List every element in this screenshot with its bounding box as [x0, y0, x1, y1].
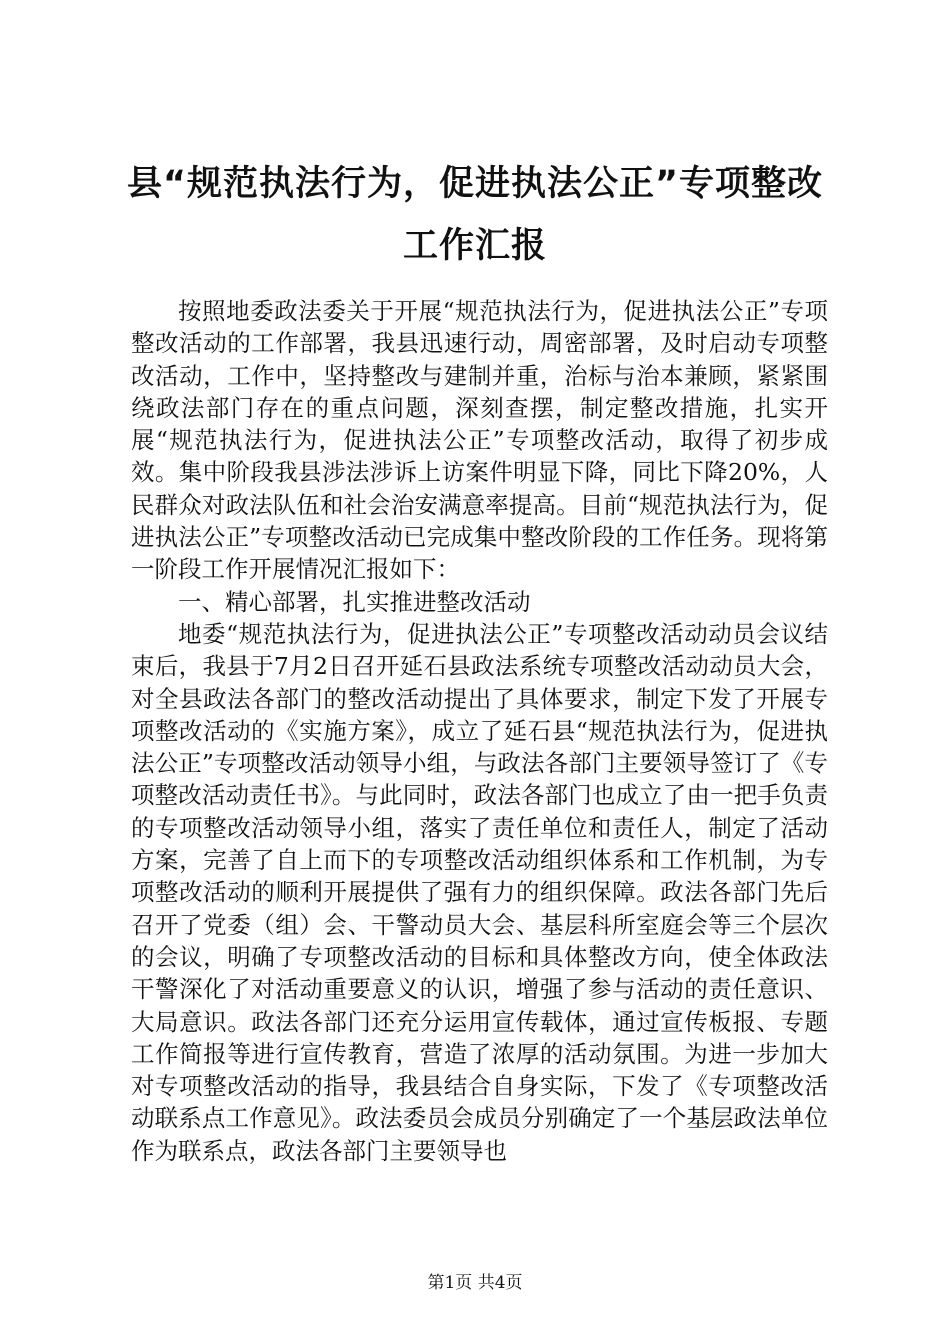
document-title-line-1: 县“规范执法行为，促进执法公正”专项整改 — [126, 164, 823, 204]
intro-paragraph: 按照地委政法委关于开展“规范执法行为，促进执法公正”专项整改活动的工作部署，我县迅速行动，周密部署，及时启动专项整改活动，工作中，坚持整改与建制并重，治标与治本兼顾，紧紧围绕政法部门存在的重点问题，深刻查摆，制定整改措施，扎实开展“规范执法行为，促进执法公正”专项整改活动，取得了初步成效。集中阶段我县涉法涉诉上访案件明显下降，同比下降20%，人民群众对政法队伍和社会治安满意率提高。目前“规范执法行为，促进执法公正”专项整改活动已完成集中整改阶段的工作任务。现将第一阶段工作开展情况汇报如下： — [131, 297, 828, 584]
section-heading-1: 一、精心部署，扎实推进整改活动 — [178, 587, 531, 616]
section-1-paragraph: 地委“规范执法行为，促进执法公正”专项整改活动动员会议结束后，我县于7月2日召开延石县政法系统专项整改活动动员大会，对全县政法各部门的整改活动提出了具体要求，制定下发了开展专项整改活动的《实施方案》，成立了延石县“规范执法行为，促进执法公正”专项整改活动领导小组，与政法各部门主要领导签订了《专项整改活动责任书》。与此同时，政法各部门也成立了由一把手负责的专项整改活动领导小组，落实了责任单位和责任人，制定了活动方案，完善了自上而下的专项整改活动组织体系和工作机制，为专项整改活动的顺利开展提供了强有力的组织保障。政法各部门先后召开了党委（组）会、干警动员大会、基层科所室庭会等三个层次的会议，明确了专项整改活动的目标和具体整改方向，使全体政法干警深化了对活动重要意义的认识，增强了参与活动的责任意识、大局意识。政法各部门还充分运用宣传载体，通过宣传板报、专题工作简报等进行宣传教育，营造了浓厚的活动氛围。为进一步加大对专项整改活动的指导，我县结合自身实际，下发了《专项整改活动联系点工作意见》。政法委员会成员分别确定了一个基层政法单位作为联系点，政法各部门主要领导也 — [131, 619, 828, 1165]
page-footer: 第1页 共4页 — [427, 1273, 523, 1293]
document-title-line-2: 工作汇报 — [402, 226, 547, 266]
document-body — [131, 295, 828, 1167]
